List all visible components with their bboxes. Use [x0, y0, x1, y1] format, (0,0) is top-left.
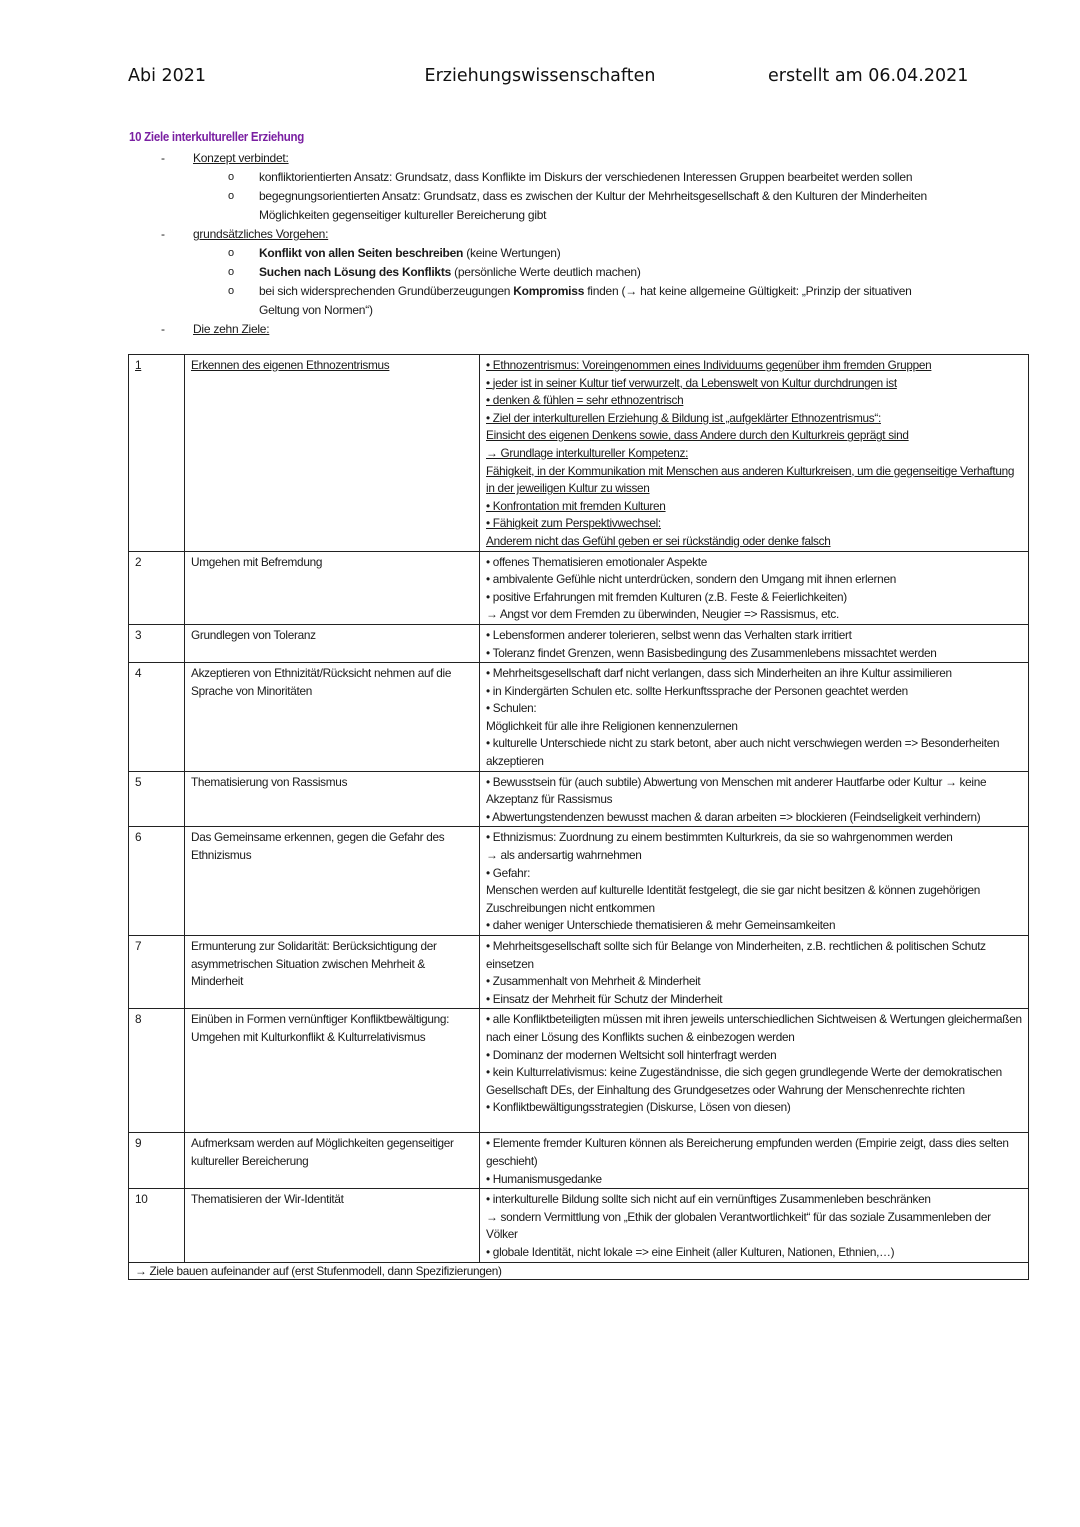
- goal-number: 8: [129, 1009, 185, 1133]
- goal-point: → sondern Vermittlung von „Ethik der globalen Verantwortlichkeit“ für das soziale Zusammenleben der Völker: [486, 1209, 991, 1242]
- goal-number: 5: [129, 771, 185, 827]
- goal-title: Aufmerksam werden auf Möglichkeiten gegenseitiger kultureller Bereicherung: [185, 1133, 480, 1189]
- outline-subitem: o begegnungsorientierten Ansatz: Grundsatz, dass es zwischen der Kultur der Mehrheitsgesellschaft & den Kulturen der Minderheiten: [228, 189, 927, 203]
- goal-row: [129, 663, 1029, 772]
- goal-point: • in Kindergärten Schulen etc. sollte Herkunftssprache der Personen geachtet werden: [486, 683, 908, 698]
- goal-title: Grundlegen von Toleranz: [185, 624, 480, 662]
- outline-item: - grundsätzliches Vorgehen:: [128, 225, 988, 244]
- goal-number: 3: [129, 624, 185, 662]
- goal-point: • Ethnizismus: Zuordnung zu einem bestimmten Kulturkreis, da sie so wahrgenommen werden: [486, 830, 953, 845]
- goal-points: [480, 1009, 1029, 1133]
- goal-title: Ermunterung zur Solidarität: Berücksichtigung der asymmetrischen Situation zwischen Mehrheit & Minderheit: [185, 936, 480, 1009]
- goal-point: • Einsatz der Mehrheit für Schutz der Minderheit: [486, 991, 723, 1006]
- goal-number: 4: [129, 663, 185, 772]
- goal-points: [480, 936, 1029, 1009]
- goal-points: [480, 1133, 1029, 1189]
- outline-subitem: o Konflikt von allen Seiten beschreiben (keine Wertungen): [228, 246, 561, 260]
- goal-point: • Ethnozentrismus: Voreingenommen eines Individuums gegenüber ihm fremden Gruppen: [486, 358, 932, 372]
- goal-title: Einüben in Formen vernünftiger Konfliktbewältigung: Umgehen mit Kulturkonflikt & Kulturrelativismus: [185, 1009, 480, 1133]
- goal-point: • Konfliktbewältigungsstrategien (Diskurse, Lösen von diesen): [486, 1100, 791, 1115]
- footer-row: [129, 1262, 1029, 1279]
- goal-point: • Zusammenhalt von Mehrheit & Minderheit: [486, 974, 701, 989]
- goal-number: 10: [129, 1189, 185, 1262]
- outline-subitem: o bei sich widersprechenden Grundüberzeugungen Kompromiss finden (→ hat keine allgemeine Gültigkeit: „Prinzip der situativen: [228, 284, 912, 298]
- header-subject: Erziehungswissenschaften: [424, 66, 656, 86]
- goal-point: • Ziel der interkulturellen Erziehung & Bildung ist „aufgeklärter Ethnozentrismus“:: [486, 410, 881, 425]
- goal-point: • Lebensformen anderer tolerieren, selbst wenn das Verhalten stark irritiert: [486, 627, 852, 642]
- goal-point: • positive Erfahrungen mit fremden Kulturen (z.B. Feste & Feierlichkeiten): [486, 589, 847, 604]
- goal-point: → Grundlage interkultureller Kompetenz:: [486, 445, 689, 460]
- goal-number: 6: [129, 827, 185, 936]
- goal-point: • offenes Thematisieren emotionaler Aspekte: [486, 554, 707, 569]
- goal-point: Anderem nicht das Gefühl geben er sei rückständig oder denke falsch: [486, 533, 831, 548]
- goal-point: • globale Identität, nicht lokale => eine Einheit (aller Kulturen, Nationen, Ethnien,…): [486, 1244, 895, 1259]
- goal-point: • Humanismusgedanke: [486, 1171, 602, 1186]
- goal-point: → Angst vor dem Fremden zu überwinden, Neugier => Rassismus, etc.: [486, 607, 839, 622]
- outline-subitem-cont: Möglichkeiten gegenseitiger kultureller Bereicherung gibt: [259, 208, 547, 222]
- goal-points: [480, 551, 1029, 624]
- goal-point: Einsicht des eigenen Denkens sowie, dass Andere durch den Kulturkreis geprägt sind: [486, 428, 909, 443]
- header-subject-year: Abi 2021: [128, 66, 207, 86]
- goal-number: 7: [129, 936, 185, 1009]
- goal-point: • alle Konfliktbeteiligten müssen mit ihren jeweils unterschiedlichen Sichtweisen & Wertungen gleichermaßen nach einer Lösung des Konflikts suchen & einbezogen werden: [486, 1012, 1022, 1044]
- goal-point: • Mehrheitsgesellschaft sollte sich für Belange von Minderheiten, z.B. rechtlichen & politischen Schutz einsetzen: [486, 939, 986, 971]
- goal-title: Thematisierung von Rassismus: [185, 771, 480, 827]
- goal-point: • Fähigkeit zum Perspektivwechsel:: [486, 516, 661, 531]
- footer-note: → Ziele bauen aufeinander auf (erst Stufenmodell, dann Spezifizierungen): [129, 1262, 1029, 1279]
- goal-points: [480, 827, 1029, 936]
- outline-item: - Konzept verbindet:: [128, 149, 988, 168]
- goal-row: [129, 551, 1029, 624]
- goal-point: • Mehrheitsgesellschaft darf nicht verlangen, dass sich Minderheiten an ihre Kultur assimilieren: [486, 666, 952, 681]
- goal-point: • Bewusstsein für (auch subtile) Abwertung von Menschen mit anderer Hautfarbe oder Kultur → keine Akzeptanz für Rassismus: [486, 774, 987, 807]
- goal-point: • kulturelle Unterschiede nicht zu stark betont, aber auch nicht verschwiegen werden => Besonderheiten akzeptieren: [486, 736, 1000, 769]
- goal-point: Möglichkeit für alle ihre Religionen kennenzulernen: [486, 718, 738, 733]
- goal-row: [129, 1189, 1029, 1262]
- goal-points: [480, 771, 1029, 827]
- goal-point: • Dominanz der modernen Weltsicht soll hinterfragt werden: [486, 1047, 777, 1062]
- goals-label: Die zehn Ziele:: [193, 322, 270, 336]
- goal-point: • kein Kulturrelativismus: keine Zugeständnisse, die sich gegen grundlegende Werte der demokratischen Gesellschaft DEs, der Einhaltung des Grundgesetzes oder Wahrung der Menschenrechte richten: [486, 1065, 1002, 1097]
- goal-number: 9: [129, 1133, 185, 1189]
- goal-point: → als andersartig wahrnehmen: [486, 848, 642, 863]
- goal-point: • interkulturelle Bildung sollte sich nicht auf ein vernünftiges Zusammenleben beschränken: [486, 1192, 931, 1207]
- goal-point: • denken & fühlen = sehr ethnozentrisch: [486, 393, 684, 408]
- outline-subitem: o konfliktorientierten Ansatz: Grundsatz, dass Konflikte im Diskurs der verschiedenen Interessen Gruppen bearbeitet werden sollen: [228, 170, 913, 184]
- goal-point: • Abwertungstendenzen bewusst machen & daran arbeiten => blockieren (Feindseligkeit verhindern): [486, 809, 981, 824]
- goal-point: • daher weniger Unterschiede thematisieren & mehr Gemeinsamkeiten: [486, 918, 836, 933]
- goal-row: [129, 936, 1029, 1009]
- goal-point: • Toleranz findet Grenzen, wenn Basisbedingung des Zusammenlebens missachtet werden: [486, 645, 937, 660]
- goal-number: 2: [129, 551, 185, 624]
- goal-title: Thematisieren der Wir-Identität: [185, 1189, 480, 1262]
- goal-title: Erkennen des eigenen Ethnozentrismus: [185, 355, 480, 552]
- goal-points: [480, 355, 1029, 552]
- section-title: 10 Ziele interkultureller Erziehung: [129, 130, 305, 144]
- goal-point: • Gefahr:: [486, 865, 531, 880]
- goal-row: [129, 355, 1029, 552]
- goal-point: • Konfrontation mit fremden Kulturen: [486, 498, 666, 513]
- goal-point: Fähigkeit, in der Kommunikation mit Menschen aus anderen Kulturkreisen, um die gegenseitige Verhaftung in der jeweiligen Kultur zu wissen: [486, 463, 1015, 496]
- intro-outline: [128, 149, 988, 339]
- goal-points: [480, 663, 1029, 772]
- outline-item: - Die zehn Ziele:: [128, 320, 988, 339]
- goals-table: [128, 354, 1029, 1280]
- goal-row: [129, 1009, 1029, 1133]
- goal-number: 1: [129, 355, 185, 552]
- goal-row: [129, 1133, 1029, 1189]
- goal-point: • Elemente fremder Kulturen können als Bereicherung empfunden werden (Empirie zeigt, dass dies selten geschieht): [486, 1136, 1009, 1168]
- goal-title: Umgehen mit Befremdung: [185, 551, 480, 624]
- goal-row: [129, 827, 1029, 936]
- goal-row: [129, 624, 1029, 662]
- goal-title: Akzeptieren von Ethnizität/Rücksicht nehmen auf die Sprache von Minoritäten: [185, 663, 480, 772]
- goal-row: [129, 771, 1029, 827]
- goal-point: Menschen werden auf kulturelle Identität festgelegt, die sie gar nicht besitzen & können zugehörigen Zuschreibungen nicht entkommen: [486, 883, 980, 915]
- goal-points: [480, 624, 1029, 662]
- concept-label: Konzept verbindet:: [193, 151, 289, 165]
- goal-point: • Schulen:: [486, 701, 537, 716]
- goal-point: • ambivalente Gefühle nicht unterdrücken, sondern den Umgang mit ihnen erlernen: [486, 572, 896, 587]
- approach-label: grundsätzliches Vorgehen:: [193, 227, 329, 241]
- outline-subitem: o Suchen nach Lösung des Konflikts (persönliche Werte deutlich machen): [228, 265, 641, 279]
- goal-point: • jeder ist in seiner Kultur tief verwurzelt, da Lebenswelt von Kultur durchdrungen ist: [486, 375, 897, 390]
- goal-title: Das Gemeinsame erkennen, gegen die Gefahr des Ethnizismus: [185, 827, 480, 936]
- header-date: erstellt am 06.04.2021: [768, 66, 969, 86]
- goal-points: [480, 1189, 1029, 1262]
- outline-subitem-cont: Geltung von Normen“): [259, 303, 373, 317]
